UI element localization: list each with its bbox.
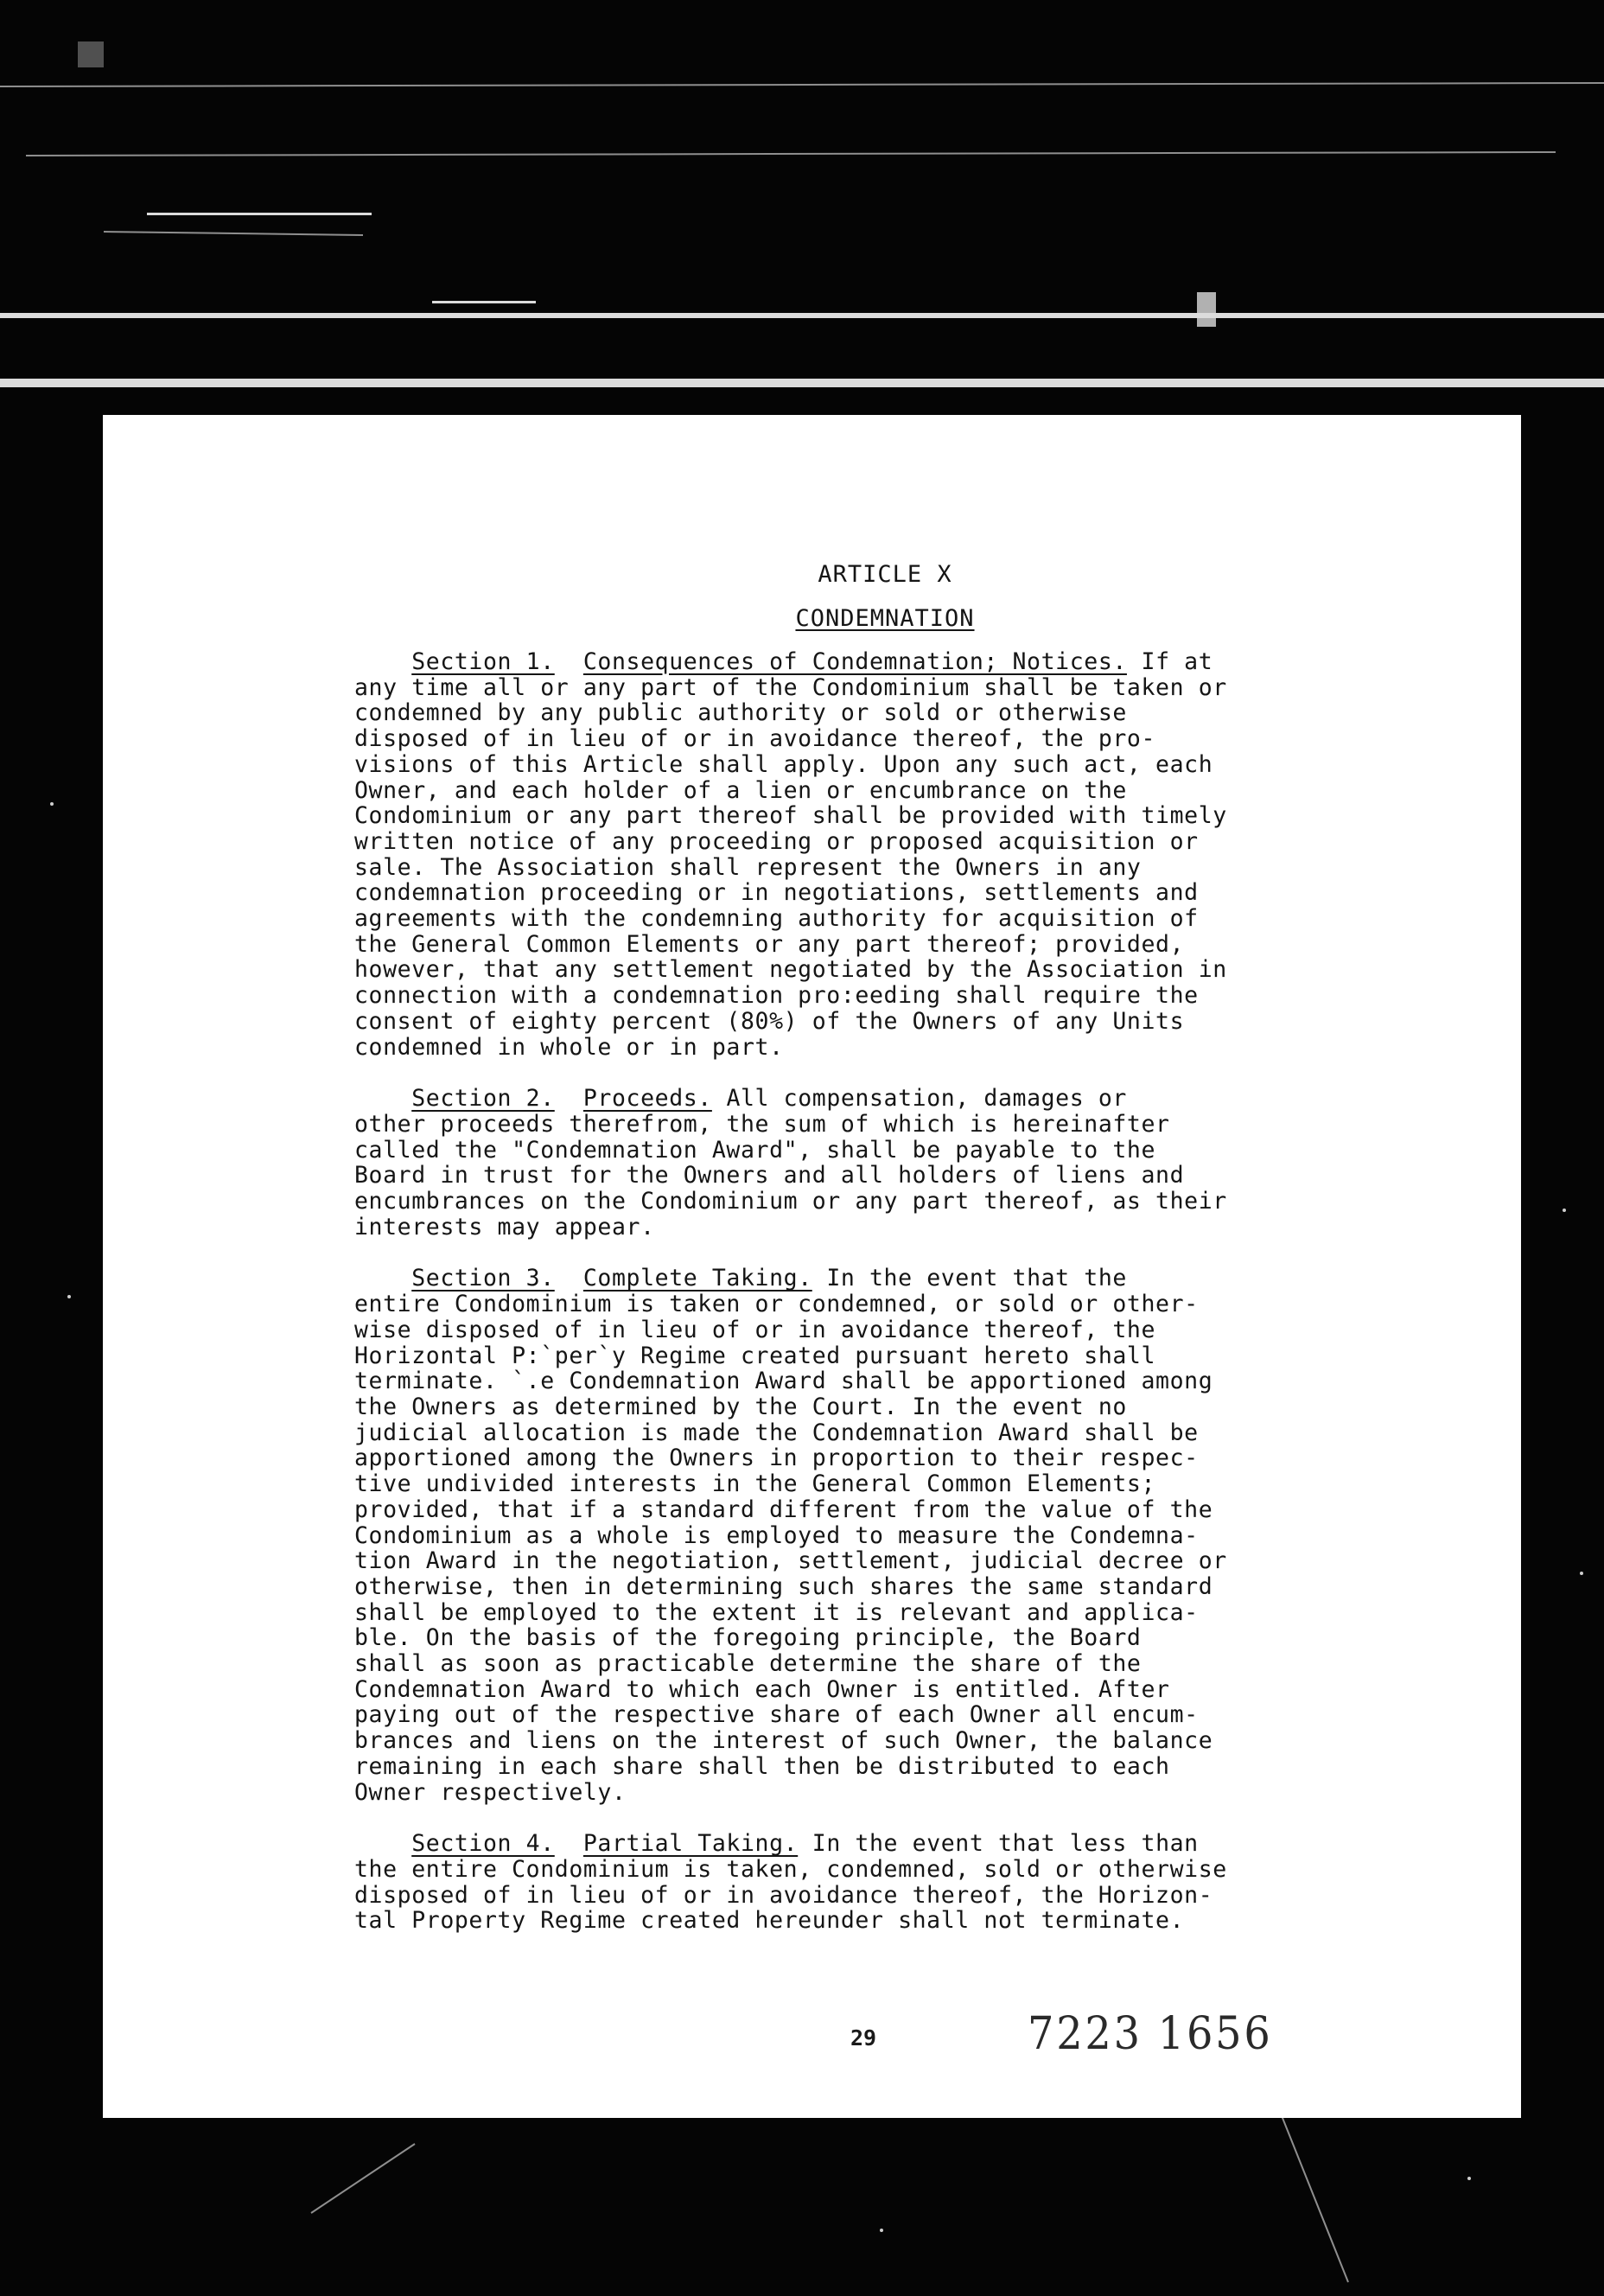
section-2-number: Section 2. — [411, 1085, 555, 1113]
section-1-number: Section 1. — [411, 648, 555, 675]
document-page — [103, 415, 1521, 2118]
page-number: 29 — [850, 2025, 877, 2050]
page-footer — [850, 2008, 1473, 2069]
section-1-paragraph — [354, 649, 1378, 1060]
article-title — [392, 604, 1378, 634]
section-1-heading: Consequences of Condemnation; Notices. — [582, 648, 1127, 675]
section-3-paragraph — [354, 1266, 1378, 1805]
section-4-number: Section 4. — [411, 1830, 555, 1858]
section-4-paragraph — [354, 1831, 1378, 1934]
article-heading: ARTICLE X — [818, 561, 952, 588]
section-4-body: In the event that less than the entire Condominium is taken, condemned, sold or otherwise disposed of in lieu of or in avoidance thereof, the Horizon- tal Property Regime created hereunder shall not terminate. — [354, 1830, 1227, 1935]
section-1-body: If at any time all or any part of the Condominium shall be taken or condemned by any public authority or sold or otherwise disposed of in lieu of or in avoidance thereof, the pro- visions of this Article shall apply. Upon any such act, each Owner, and each holder of a lien or encumbrance on the Condominium or any part thereof shall be provided with timely written notice of any proceeding or proposed acquisition or sale. The Association shall represent the Owners in any condemnation proceeding or in negotiations, settlements and agreements with the condemning authority for acquisition of the General Common Elements or any part thereof; provided, however, that any settlement negotiated by the Association in connection with a condemnation pro:eeding shall require the consent of eighty percent (80%) of the Owners of any Units condemned in whole or in part. — [354, 648, 1227, 1061]
section-2-body: All compensation, damages or other proceeds therefrom, the sum of which is hereinafter called the "Condemnation Award", shall be payable to the Board in trust for the Owners and all holders of liens and encumbrances on the Condominium or any part thereof, as their interests may appear. — [354, 1085, 1227, 1240]
section-3-number: Section 3. — [411, 1265, 555, 1292]
article-title-text: CONDEMNATION — [795, 605, 975, 632]
section-2-paragraph — [354, 1086, 1378, 1240]
recording-stamp: 7223 1656 — [1028, 2008, 1273, 2060]
section-4-heading: Partial Taking. — [582, 1830, 799, 1858]
document-body — [354, 560, 1378, 1960]
section-3-heading: Complete Taking. — [582, 1265, 812, 1292]
section-2-heading: Proceeds. — [582, 1085, 712, 1113]
section-3-body: In the event that the entire Condominium is taken or condemned, or sold or other- wise disposed of in lieu of or in avoidance thereof, the Horizontal P:`per`y Regime created pursuant hereto shall terminate. `.e Condemnation Award shall be apportioned among the Owners as determined by the Court. In the event no judicial allocation is made the Condemnation Award shall be apportioned among the Owners in proportion to their respec- tive undivided interests in the General Common Elements; provided, that if a standard different from the value of the Condominium as a whole is employed to measure the Condemna- tion Award in the negotiation, settlement, judicial decree or otherwise, then in determining such shares the same standard shall be employed to the extent it is relevant and applica- ble. On the basis of the foregoing principle, the Board shall as soon as practicable determine the share of the Condemnation Award to which each Owner is entitled. After paying out of the respective share of each Owner all encum- brances and liens on the interest of such Owner, the balance remaining in each share shall then be distributed to each Owner respectively. — [354, 1265, 1227, 1806]
